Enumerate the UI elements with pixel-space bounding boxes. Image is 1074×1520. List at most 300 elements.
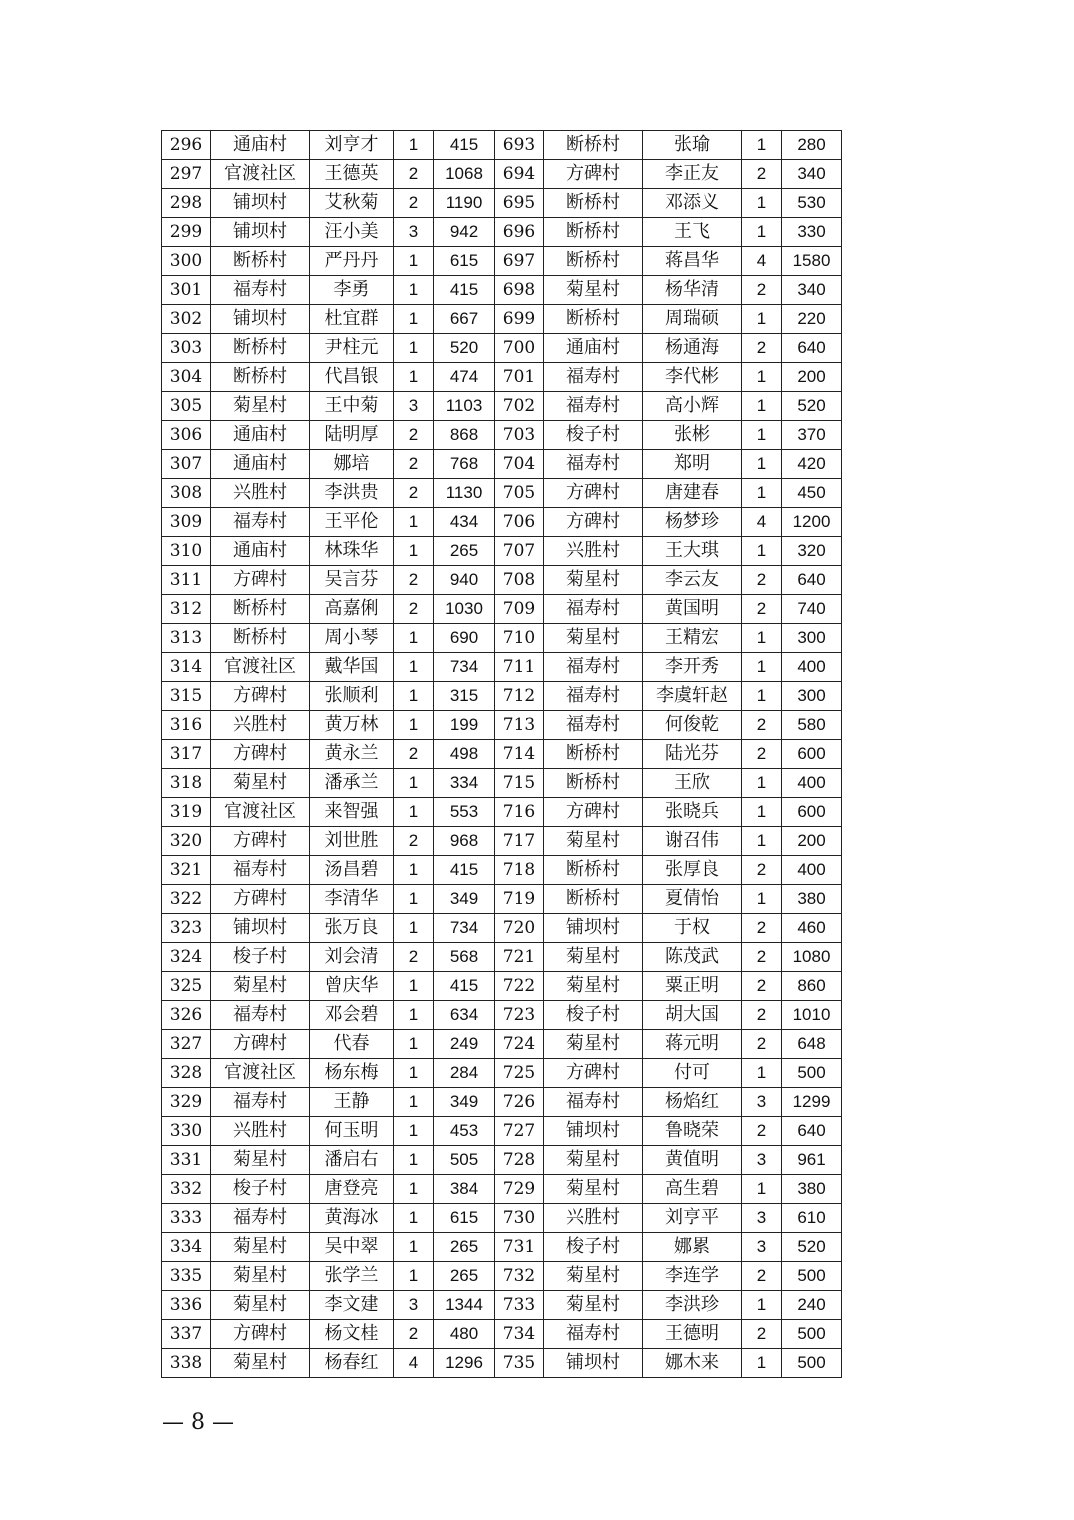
cell-name: 艾秋菊 [310,189,394,218]
cell-household-count: 1 [742,1059,782,1088]
cell-amount: 265 [434,537,495,566]
cell-seq-no: 695 [495,189,544,218]
cell-household-count: 1 [742,1349,782,1378]
cell-amount: 667 [434,305,495,334]
cell-seq-no: 710 [495,624,544,653]
cell-amount: 1190 [434,189,495,218]
cell-seq-no: 712 [495,682,544,711]
table-row [162,798,842,827]
cell-village: 铺坝村 [211,189,310,218]
table-row [162,218,842,247]
cell-amount: 434 [434,508,495,537]
cell-household-count: 3 [742,1088,782,1117]
cell-seq-no: 330 [162,1117,211,1146]
cell-seq-no: 722 [495,972,544,1001]
cell-village: 梭子村 [211,943,310,972]
cell-seq-no: 317 [162,740,211,769]
cell-household-count: 2 [742,943,782,972]
cell-name: 王静 [310,1088,394,1117]
cell-name: 张学兰 [310,1262,394,1291]
cell-seq-no: 697 [495,247,544,276]
table-row [162,972,842,1001]
cell-seq-no: 306 [162,421,211,450]
cell-amount: 220 [782,305,842,334]
cell-village: 方碑村 [544,508,643,537]
cell-household-count: 1 [394,1233,434,1262]
cell-seq-no: 298 [162,189,211,218]
cell-household-count: 1 [394,798,434,827]
cell-amount: 500 [782,1349,842,1378]
cell-seq-no: 717 [495,827,544,856]
cell-name: 杨焰红 [643,1088,742,1117]
cell-name: 高生碧 [643,1175,742,1204]
cell-village: 菊星村 [211,1349,310,1378]
cell-household-count: 1 [742,653,782,682]
cell-name: 杨春红 [310,1349,394,1378]
cell-seq-no: 732 [495,1262,544,1291]
cell-household-count: 2 [394,740,434,769]
cell-name: 李正友 [643,160,742,189]
cell-household-count: 1 [394,653,434,682]
cell-household-count: 2 [742,914,782,943]
cell-household-count: 2 [742,566,782,595]
cell-seq-no: 336 [162,1291,211,1320]
table-row [162,1088,842,1117]
cell-amount: 320 [782,537,842,566]
cell-seq-no: 327 [162,1030,211,1059]
cell-household-count: 1 [394,537,434,566]
cell-name: 张晓兵 [643,798,742,827]
table-row [162,566,842,595]
cell-village: 断桥村 [211,363,310,392]
cell-village: 菊星村 [211,1291,310,1320]
cell-household-count: 1 [742,798,782,827]
cell-seq-no: 314 [162,653,211,682]
cell-village: 福寿村 [544,1088,643,1117]
cell-household-count: 4 [742,247,782,276]
cell-village: 铺坝村 [544,1117,643,1146]
cell-amount: 199 [434,711,495,740]
cell-amount: 420 [782,450,842,479]
cell-seq-no: 310 [162,537,211,566]
cell-amount: 1344 [434,1291,495,1320]
cell-name: 唐建春 [643,479,742,508]
cell-amount: 400 [782,856,842,885]
table-row [162,1349,842,1378]
cell-village: 兴胜村 [211,1117,310,1146]
cell-household-count: 4 [742,508,782,537]
cell-amount: 634 [434,1001,495,1030]
cell-household-count: 3 [742,1233,782,1262]
cell-name: 陆光芬 [643,740,742,769]
cell-seq-no: 333 [162,1204,211,1233]
cell-name: 刘世胜 [310,827,394,856]
cell-village: 断桥村 [544,305,643,334]
cell-name: 汪小美 [310,218,394,247]
cell-amount: 300 [782,624,842,653]
cell-amount: 860 [782,972,842,1001]
cell-name: 陆明厚 [310,421,394,450]
cell-village: 断桥村 [211,247,310,276]
cell-seq-no: 338 [162,1349,211,1378]
cell-seq-no: 326 [162,1001,211,1030]
cell-name: 戴华国 [310,653,394,682]
cell-household-count: 1 [742,392,782,421]
cell-village: 官渡社区 [211,798,310,827]
cell-name: 周小琴 [310,624,394,653]
cell-name: 王德英 [310,160,394,189]
cell-name: 李洪贵 [310,479,394,508]
cell-amount: 400 [782,653,842,682]
cell-village: 菊星村 [544,1291,643,1320]
cell-name: 娜累 [643,1233,742,1262]
cell-amount: 1580 [782,247,842,276]
cell-village: 菊星村 [544,972,643,1001]
cell-amount: 580 [782,711,842,740]
cell-village: 官渡社区 [211,160,310,189]
cell-amount: 520 [434,334,495,363]
cell-village: 方碑村 [211,682,310,711]
cell-seq-no: 728 [495,1146,544,1175]
cell-household-count: 3 [394,1291,434,1320]
cell-name: 蒋昌华 [643,247,742,276]
cell-seq-no: 308 [162,479,211,508]
cell-seq-no: 319 [162,798,211,827]
table-row [162,508,842,537]
table-row [162,334,842,363]
cell-household-count: 1 [394,972,434,1001]
table-row [162,885,842,914]
cell-village: 断桥村 [211,624,310,653]
cell-amount: 615 [434,247,495,276]
cell-amount: 1080 [782,943,842,972]
cell-seq-no: 700 [495,334,544,363]
cell-seq-no: 696 [495,218,544,247]
table-row [162,914,842,943]
cell-seq-no: 729 [495,1175,544,1204]
cell-amount: 530 [782,189,842,218]
table-row [162,1204,842,1233]
cell-household-count: 2 [742,1030,782,1059]
cell-household-count: 2 [394,450,434,479]
cell-seq-no: 725 [495,1059,544,1088]
cell-household-count: 1 [394,1175,434,1204]
cell-village: 兴胜村 [211,711,310,740]
table-row [162,653,842,682]
cell-name: 高嘉俐 [310,595,394,624]
cell-amount: 240 [782,1291,842,1320]
cell-seq-no: 302 [162,305,211,334]
cell-household-count: 3 [742,1146,782,1175]
cell-amount: 384 [434,1175,495,1204]
cell-amount: 1299 [782,1088,842,1117]
cell-household-count: 1 [394,769,434,798]
cell-village: 菊星村 [211,1146,310,1175]
cell-name: 刘亨才 [310,131,394,160]
cell-household-count: 1 [394,1204,434,1233]
cell-amount: 734 [434,653,495,682]
cell-seq-no: 721 [495,943,544,972]
cell-village: 方碑村 [211,740,310,769]
cell-amount: 315 [434,682,495,711]
cell-amount: 1103 [434,392,495,421]
cell-household-count: 1 [394,276,434,305]
cell-seq-no: 723 [495,1001,544,1030]
cell-household-count: 1 [394,508,434,537]
cell-seq-no: 312 [162,595,211,624]
table-row [162,421,842,450]
cell-village: 福寿村 [544,450,643,479]
cell-seq-no: 313 [162,624,211,653]
cell-seq-no: 731 [495,1233,544,1262]
cell-seq-no: 307 [162,450,211,479]
cell-amount: 498 [434,740,495,769]
cell-name: 胡大国 [643,1001,742,1030]
cell-village: 菊星村 [211,1262,310,1291]
cell-village: 菊星村 [544,943,643,972]
cell-name: 王飞 [643,218,742,247]
cell-name: 何俊乾 [643,711,742,740]
cell-household-count: 2 [742,160,782,189]
cell-amount: 690 [434,624,495,653]
cell-village: 断桥村 [544,247,643,276]
cell-seq-no: 718 [495,856,544,885]
cell-household-count: 2 [394,421,434,450]
cell-seq-no: 719 [495,885,544,914]
cell-household-count: 2 [394,827,434,856]
cell-seq-no: 735 [495,1349,544,1378]
cell-seq-no: 734 [495,1320,544,1349]
table-row [162,1233,842,1262]
cell-village: 梭子村 [544,1001,643,1030]
cell-village: 方碑村 [211,1030,310,1059]
cell-seq-no: 323 [162,914,211,943]
cell-amount: 868 [434,421,495,450]
table-row [162,1059,842,1088]
table-row [162,1320,842,1349]
cell-amount: 334 [434,769,495,798]
table-row [162,537,842,566]
cell-amount: 453 [434,1117,495,1146]
cell-seq-no: 316 [162,711,211,740]
cell-name: 郑明 [643,450,742,479]
cell-seq-no: 315 [162,682,211,711]
cell-name: 黄国明 [643,595,742,624]
cell-amount: 200 [782,363,842,392]
cell-village: 菊星村 [211,1233,310,1262]
cell-amount: 500 [782,1320,842,1349]
cell-name: 王平伦 [310,508,394,537]
cell-village: 断桥村 [544,885,643,914]
cell-household-count: 1 [742,218,782,247]
cell-village: 方碑村 [211,566,310,595]
cell-amount: 500 [782,1059,842,1088]
cell-name: 李虞轩赵 [643,682,742,711]
cell-seq-no: 299 [162,218,211,247]
cell-household-count: 1 [742,769,782,798]
table-row [162,450,842,479]
cell-household-count: 1 [394,1059,434,1088]
cell-name: 李清华 [310,885,394,914]
cell-village: 断桥村 [544,769,643,798]
cell-household-count: 2 [742,711,782,740]
cell-seq-no: 337 [162,1320,211,1349]
cell-village: 兴胜村 [211,479,310,508]
cell-village: 铺坝村 [211,305,310,334]
cell-household-count: 2 [394,479,434,508]
cell-name: 夏倩怡 [643,885,742,914]
cell-seq-no: 305 [162,392,211,421]
cell-amount: 415 [434,972,495,1001]
cell-name: 潘启右 [310,1146,394,1175]
cell-name: 张瑜 [643,131,742,160]
cell-name: 娜培 [310,450,394,479]
cell-seq-no: 335 [162,1262,211,1291]
cell-household-count: 1 [394,711,434,740]
cell-village: 福寿村 [544,392,643,421]
cell-amount: 1030 [434,595,495,624]
cell-village: 官渡社区 [211,653,310,682]
cell-amount: 200 [782,827,842,856]
cell-seq-no: 334 [162,1233,211,1262]
cell-village: 兴胜村 [544,1204,643,1233]
cell-amount: 349 [434,885,495,914]
cell-name: 张顺利 [310,682,394,711]
table-body [162,131,842,1378]
cell-household-count: 3 [742,1204,782,1233]
table-row [162,131,842,160]
cell-village: 断桥村 [211,595,310,624]
cell-seq-no: 704 [495,450,544,479]
cell-name: 李文建 [310,1291,394,1320]
cell-household-count: 1 [394,1001,434,1030]
cell-amount: 415 [434,856,495,885]
cell-household-count: 1 [394,624,434,653]
table-row [162,1146,842,1175]
table-row [162,682,842,711]
cell-seq-no: 714 [495,740,544,769]
cell-amount: 280 [782,131,842,160]
cell-seq-no: 701 [495,363,544,392]
cell-seq-no: 303 [162,334,211,363]
cell-name: 邓会碧 [310,1001,394,1030]
cell-name: 陈茂武 [643,943,742,972]
cell-village: 梭子村 [544,1233,643,1262]
cell-seq-no: 331 [162,1146,211,1175]
cell-name: 潘承兰 [310,769,394,798]
cell-name: 王大琪 [643,537,742,566]
cell-amount: 768 [434,450,495,479]
cell-name: 何玉明 [310,1117,394,1146]
table-row [162,943,842,972]
cell-amount: 249 [434,1030,495,1059]
cell-village: 菊星村 [211,392,310,421]
cell-village: 菊星村 [211,769,310,798]
cell-amount: 500 [782,1262,842,1291]
cell-household-count: 2 [394,160,434,189]
cell-name: 杨华清 [643,276,742,305]
cell-household-count: 1 [742,537,782,566]
cell-name: 付可 [643,1059,742,1088]
cell-household-count: 1 [742,363,782,392]
cell-amount: 553 [434,798,495,827]
cell-household-count: 2 [394,189,434,218]
cell-village: 兴胜村 [544,537,643,566]
cell-seq-no: 720 [495,914,544,943]
cell-seq-no: 715 [495,769,544,798]
cell-amount: 265 [434,1262,495,1291]
cell-household-count: 1 [742,421,782,450]
cell-amount: 968 [434,827,495,856]
cell-amount: 940 [434,566,495,595]
cell-amount: 615 [434,1204,495,1233]
cell-name: 李开秀 [643,653,742,682]
table-row [162,711,842,740]
cell-name: 蒋元明 [643,1030,742,1059]
cell-village: 福寿村 [211,1001,310,1030]
cell-amount: 284 [434,1059,495,1088]
table-row [162,1262,842,1291]
cell-village: 方碑村 [544,1059,643,1088]
cell-village: 菊星村 [544,1030,643,1059]
cell-village: 通庙村 [211,450,310,479]
cell-seq-no: 713 [495,711,544,740]
cell-amount: 370 [782,421,842,450]
cell-village: 梭子村 [544,421,643,450]
cell-seq-no: 311 [162,566,211,595]
cell-village: 断桥村 [544,856,643,885]
cell-name: 李洪珍 [643,1291,742,1320]
cell-seq-no: 711 [495,653,544,682]
cell-name: 李云友 [643,566,742,595]
cell-household-count: 1 [394,334,434,363]
table-row [162,827,842,856]
cell-village: 方碑村 [544,798,643,827]
cell-household-count: 1 [742,885,782,914]
cell-village: 菊星村 [544,1262,643,1291]
cell-household-count: 2 [394,595,434,624]
cell-seq-no: 724 [495,1030,544,1059]
cell-household-count: 2 [742,334,782,363]
cell-household-count: 1 [394,856,434,885]
cell-seq-no: 702 [495,392,544,421]
cell-name: 曾庆华 [310,972,394,1001]
cell-village: 福寿村 [211,856,310,885]
cell-village: 福寿村 [544,653,643,682]
cell-amount: 640 [782,566,842,595]
cell-seq-no: 703 [495,421,544,450]
cell-seq-no: 699 [495,305,544,334]
cell-name: 代春 [310,1030,394,1059]
cell-household-count: 1 [742,1175,782,1204]
cell-amount: 415 [434,276,495,305]
cell-name: 王欣 [643,769,742,798]
cell-amount: 330 [782,218,842,247]
cell-seq-no: 716 [495,798,544,827]
cell-household-count: 1 [742,479,782,508]
cell-name: 黄海冰 [310,1204,394,1233]
cell-village: 福寿村 [544,1320,643,1349]
cell-seq-no: 325 [162,972,211,1001]
cell-household-count: 3 [394,392,434,421]
cell-household-count: 1 [394,1262,434,1291]
cell-seq-no: 321 [162,856,211,885]
cell-seq-no: 297 [162,160,211,189]
cell-name: 汤昌碧 [310,856,394,885]
cell-seq-no: 322 [162,885,211,914]
cell-name: 李代彬 [643,363,742,392]
cell-name: 黄永兰 [310,740,394,769]
